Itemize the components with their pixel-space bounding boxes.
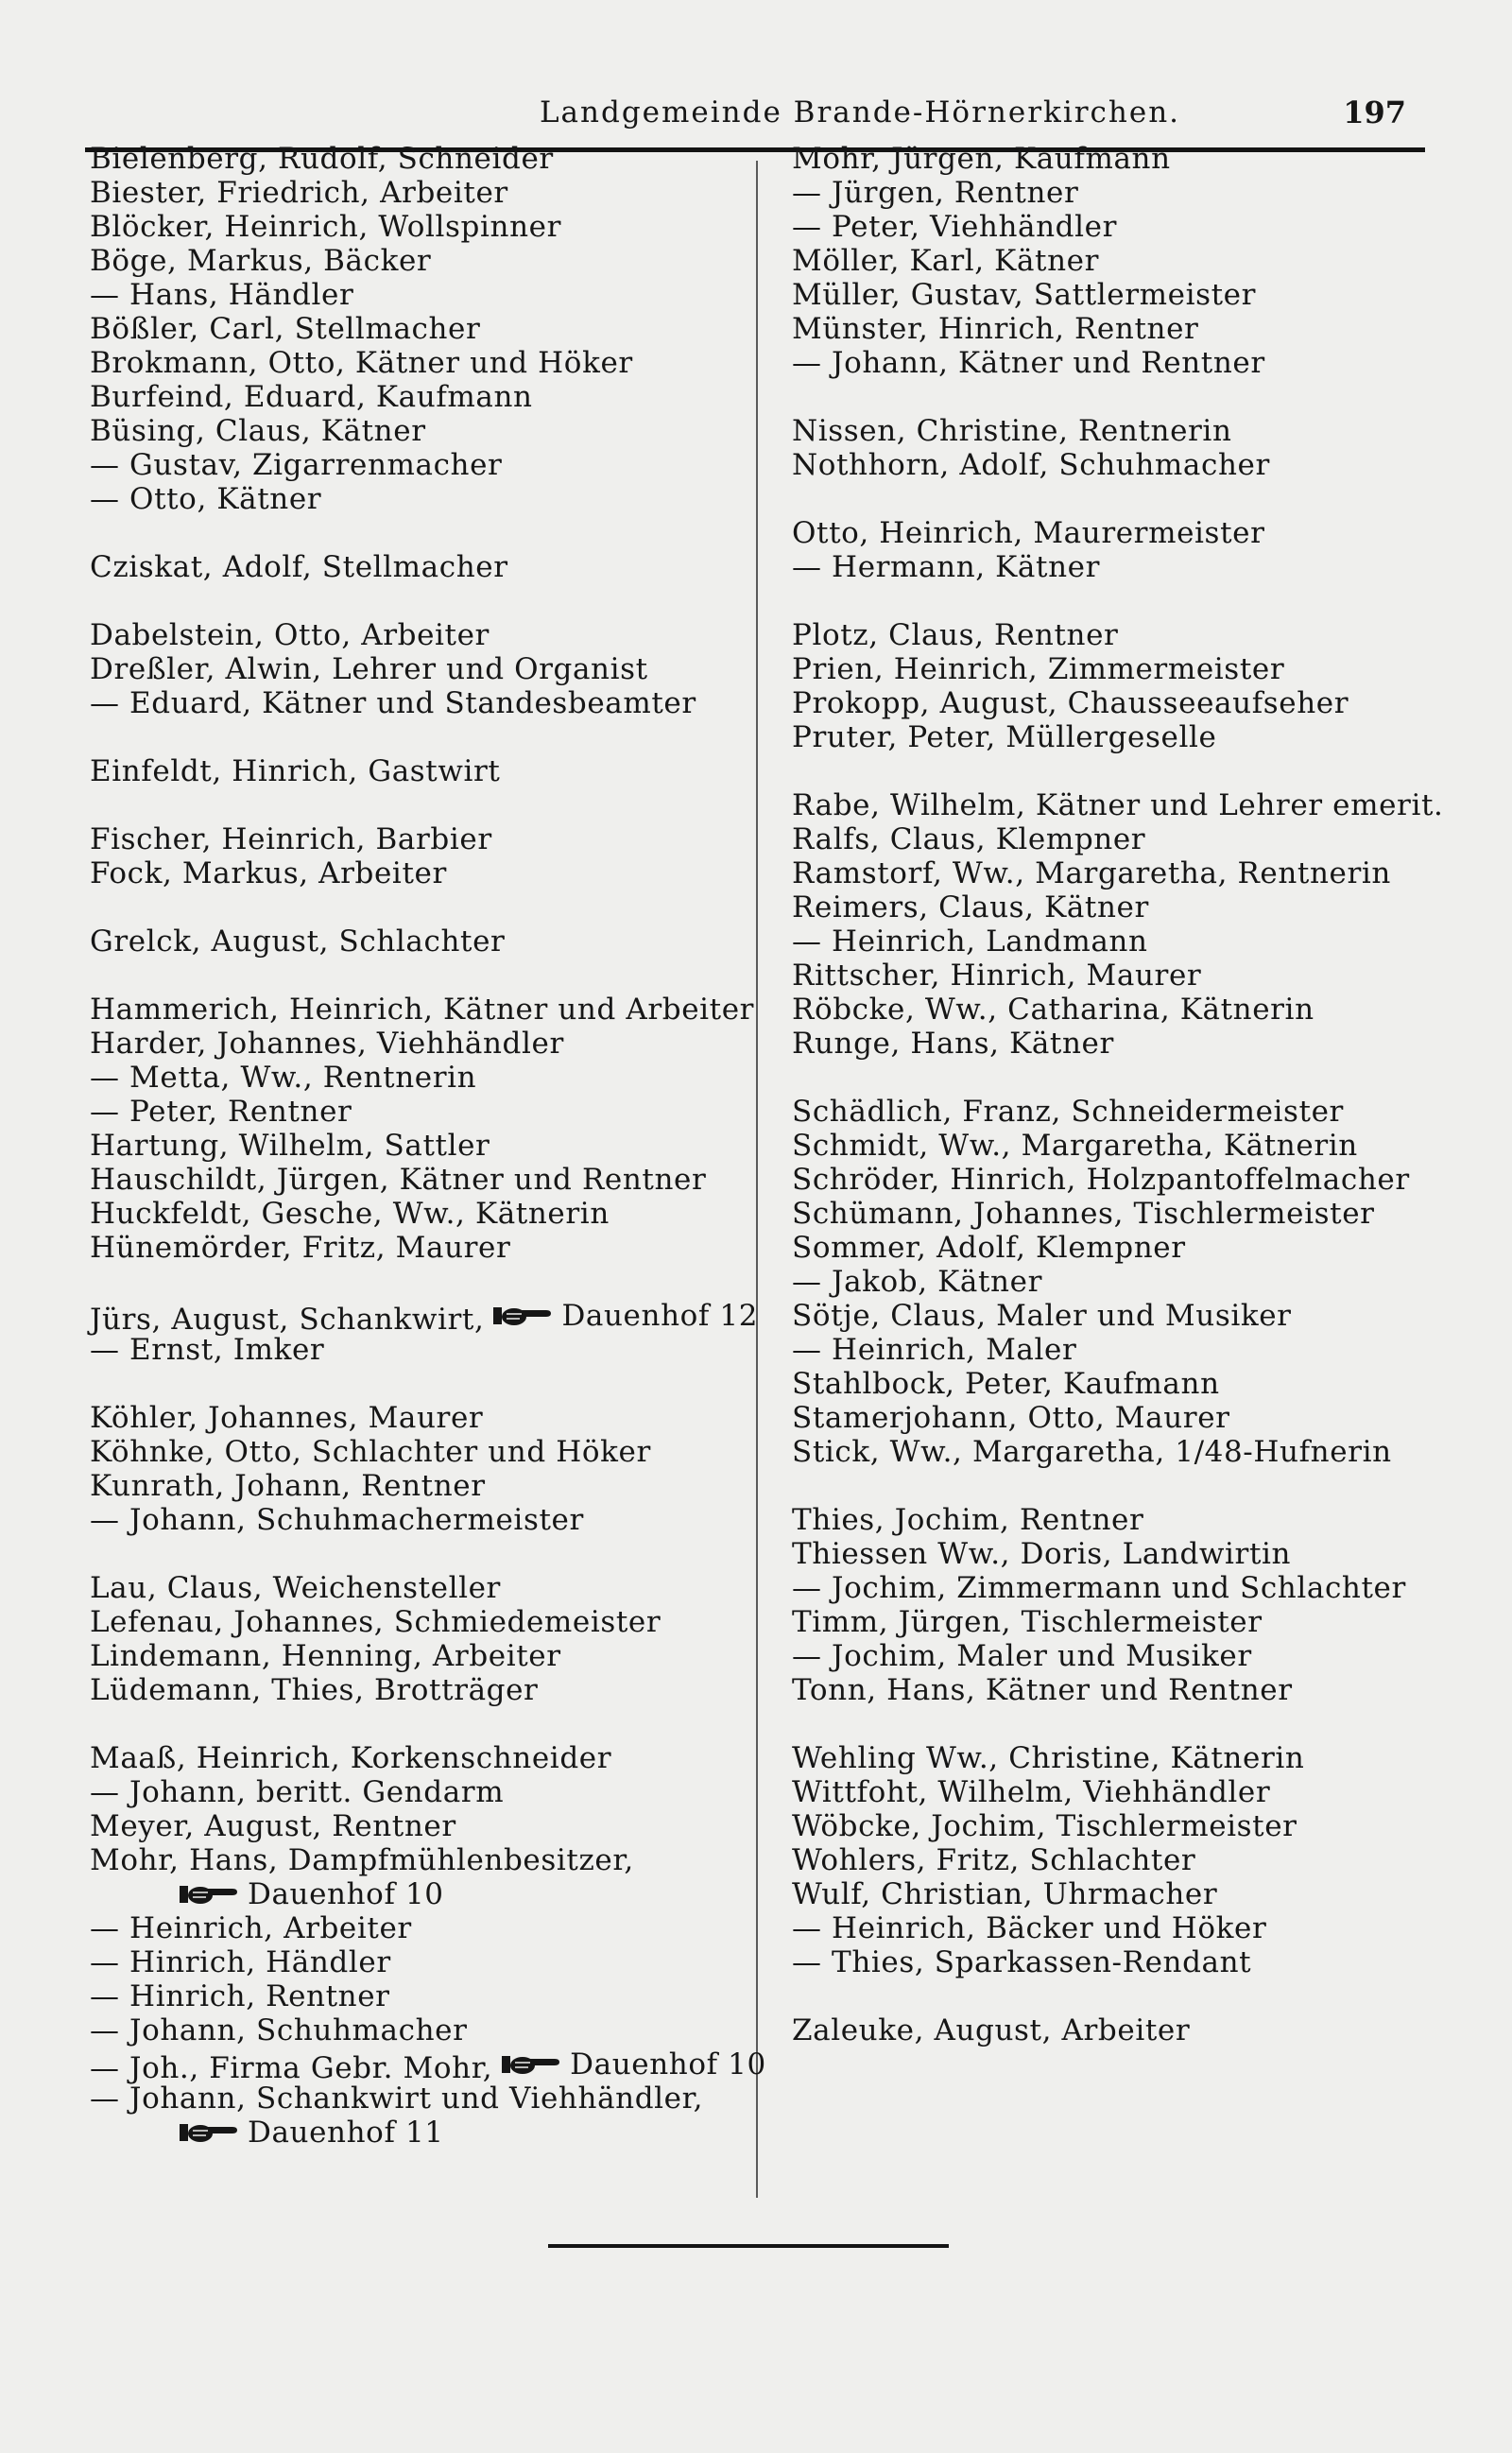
entry-text: — Jakob, Kätner — [792, 1265, 1042, 1299]
entry-text: Hammerich, Heinrich, Kätner und Arbeiter — [90, 993, 755, 1027]
letter-group — [792, 414, 1472, 482]
letter-group — [792, 788, 1472, 1061]
directory-entry — [792, 346, 1472, 380]
entry-text: — Heinrich, Landmann — [792, 924, 1148, 959]
directory-entry — [792, 1605, 1472, 1639]
directory-entry — [90, 1639, 770, 1673]
directory-entry — [90, 176, 770, 210]
directory-entry — [90, 1299, 770, 1337]
entry-text: Büsing, Claus, Kätner — [90, 414, 426, 448]
directory-entry — [792, 856, 1472, 890]
entry-text: Sommer, Adolf, Klempner — [792, 1231, 1186, 1265]
entry-text: — Peter, Viehhändler — [792, 210, 1117, 244]
directory-entry — [792, 1775, 1472, 1809]
entry-text: — Hermann, Kätner — [792, 550, 1100, 584]
entry-text: Ralfs, Claus, Klempner — [792, 822, 1146, 856]
directory-entry — [792, 720, 1472, 754]
entry-text: Reimers, Claus, Kätner — [792, 890, 1149, 924]
address-text: Dauenhof 12 — [561, 1299, 759, 1333]
entry-text: Hauschildt, Jürgen, Kätner und Rentner — [90, 1163, 707, 1197]
letter-group — [792, 1095, 1472, 1469]
entry-text: Dreßler, Alwin, Lehrer und Organist — [90, 652, 648, 686]
entry-text: — Johann, Schuhmachermeister — [90, 1503, 584, 1537]
directory-entry — [90, 1197, 770, 1231]
entry-text: Schädlich, Franz, Schneidermeister — [792, 1095, 1344, 1129]
entry-text: Lindemann, Henning, Arbeiter — [90, 1639, 561, 1673]
page-header — [85, 89, 1425, 136]
entry-text: Rittscher, Hinrich, Maurer — [792, 959, 1202, 993]
entry-text: Schümann, Johannes, Tischlermeister — [792, 1197, 1375, 1231]
page-number: 197 — [1343, 95, 1406, 130]
address-reference — [180, 1877, 444, 1911]
entry-text: Maaß, Heinrich, Korkenschneider — [90, 1741, 612, 1775]
directory-entry — [90, 482, 770, 516]
entry-text: — Heinrich, Bäcker und Höker — [792, 1911, 1267, 1945]
entry-text: Runge, Hans, Kätner — [792, 1027, 1114, 1061]
entry-text: Fischer, Heinrich, Barbier — [90, 822, 492, 856]
letter-group — [90, 822, 770, 890]
directory-entry — [90, 1809, 770, 1843]
directory-entry — [90, 244, 770, 278]
directory-entry — [792, 686, 1472, 720]
entry-text: Schmidt, Ww., Margaretha, Kätnerin — [792, 1129, 1358, 1163]
directory-entry — [792, 1741, 1472, 1775]
directory-entry — [90, 1401, 770, 1435]
directory-entry — [90, 754, 770, 788]
directory-entry — [90, 1911, 770, 1945]
directory-entry — [90, 686, 770, 720]
directory-entry — [792, 924, 1472, 959]
entry-text: Stamerjohann, Otto, Maurer — [792, 1401, 1230, 1435]
entry-text: Hartung, Wilhelm, Sattler — [90, 1129, 490, 1163]
letter-group — [90, 1401, 770, 1537]
pointing-hand-icon — [180, 2119, 240, 2146]
directory-entry — [792, 822, 1472, 856]
letter-group — [792, 1741, 1472, 1979]
entry-text: Plotz, Claus, Rentner — [792, 618, 1119, 652]
entry-text: — Hinrich, Händler — [90, 1945, 391, 1979]
address-text: Dauenhof 10 — [248, 1877, 444, 1911]
address-reference — [493, 1299, 758, 1333]
entry-text: — Jochim, Maler und Musiker — [792, 1639, 1252, 1673]
directory-entry — [90, 1231, 770, 1265]
entry-text: Müller, Gustav, Sattlermeister — [792, 278, 1257, 312]
entry-text: Timm, Jürgen, Tischlermeister — [792, 1605, 1263, 1639]
directory-entry — [90, 924, 770, 959]
entry-text: Lefenau, Johannes, Schmiedemeister — [90, 1605, 662, 1639]
entry-text: — Joh., Firma Gebr. Mohr, — [90, 2051, 493, 2085]
directory-entry — [90, 1163, 770, 1197]
directory-entry — [90, 1843, 770, 1877]
directory-entry — [90, 550, 770, 584]
entry-text: Dabelstein, Otto, Arbeiter — [90, 618, 490, 652]
entry-text: Lüdemann, Thies, Brotträger — [90, 1673, 539, 1707]
entry-text: Wulf, Christian, Uhrmacher — [792, 1877, 1218, 1911]
directory-entry — [792, 1503, 1472, 1537]
entry-text: Harder, Johannes, Viehhändler — [90, 1027, 564, 1061]
directory-entry — [90, 1605, 770, 1639]
address-reference — [180, 2116, 444, 2150]
entry-text: Röbcke, Ww., Catharina, Kätnerin — [792, 993, 1314, 1027]
entry-text: Köhnke, Otto, Schlachter und Höker — [90, 1435, 651, 1469]
letter-group — [90, 550, 770, 584]
directory-entry — [792, 1673, 1472, 1707]
entry-text: — Jürgen, Rentner — [792, 176, 1079, 210]
directory-entry — [90, 2082, 770, 2116]
directory-entry — [90, 1673, 770, 1707]
entry-text: Burfeind, Eduard, Kaufmann — [90, 380, 533, 414]
directory-entry — [792, 1027, 1472, 1061]
entry-text: Thiessen Ww., Doris, Landwirtin — [792, 1537, 1292, 1571]
directory-entry — [792, 142, 1472, 176]
directory-entry — [792, 1911, 1472, 1945]
entry-text: Biester, Friedrich, Arbeiter — [90, 176, 508, 210]
entry-text: — Thies, Sparkassen-Rendant — [792, 1945, 1252, 1979]
directory-entry — [90, 2047, 770, 2085]
letter-group — [90, 754, 770, 788]
directory-entry — [90, 346, 770, 380]
entry-text: Stahlbock, Peter, Kaufmann — [792, 1367, 1220, 1401]
directory-entry — [792, 1129, 1472, 1163]
entry-text: Cziskat, Adolf, Stellmacher — [90, 550, 508, 584]
entry-text: Huckfeldt, Gesche, Ww., Kätnerin — [90, 1197, 610, 1231]
directory-entry — [792, 244, 1472, 278]
directory-entry — [90, 2013, 770, 2047]
directory-entry — [90, 1469, 770, 1503]
directory-entry — [90, 448, 770, 482]
entry-text: Prokopp, August, Chausseeaufseher — [792, 686, 1349, 720]
entry-text: Kunrath, Johann, Rentner — [90, 1469, 486, 1503]
directory-entry — [792, 1095, 1472, 1129]
directory-entry — [90, 1095, 770, 1129]
directory-entry — [90, 822, 770, 856]
letter-group — [90, 1299, 770, 1367]
directory-entry — [792, 1537, 1472, 1571]
entry-text: Tonn, Hans, Kätner und Rentner — [792, 1673, 1293, 1707]
entry-text: Mohr, Hans, Dampfmühlenbesitzer, — [90, 1843, 634, 1877]
entry-text: — Jochim, Zimmermann und Schlachter — [792, 1571, 1406, 1605]
entry-text: — Metta, Ww., Rentnerin — [90, 1061, 477, 1095]
letter-group — [90, 1571, 770, 1707]
directory-entry — [90, 1571, 770, 1605]
entry-text: Fock, Markus, Arbeiter — [90, 856, 447, 890]
letter-group — [792, 2013, 1472, 2047]
directory-entry — [792, 448, 1472, 482]
entry-text: — Peter, Rentner — [90, 1095, 352, 1129]
directory-entry — [90, 1061, 770, 1095]
entry-text: Wohlers, Fritz, Schlachter — [792, 1843, 1196, 1877]
pointing-hand-icon — [493, 1303, 554, 1329]
directory-entry — [792, 1571, 1472, 1605]
entry-text: Thies, Jochim, Rentner — [792, 1503, 1144, 1537]
entry-text: — Johann, Schankwirt und Viehhändler, — [90, 2082, 704, 2116]
entry-text: Jürs, August, Schankwirt, — [90, 1303, 485, 1337]
entry-text: Hünemörder, Fritz, Maurer — [90, 1231, 511, 1265]
letter-group — [90, 993, 770, 1265]
directory-entry — [792, 1367, 1472, 1401]
directory-entry — [90, 993, 770, 1027]
entry-text: — Hinrich, Rentner — [90, 1979, 390, 2013]
directory-entry — [90, 618, 770, 652]
directory-entry — [792, 959, 1472, 993]
directory-entry — [792, 414, 1472, 448]
directory-entry — [90, 1129, 770, 1163]
right-column — [792, 142, 1472, 2047]
directory-entry — [792, 278, 1472, 312]
directory-entry — [90, 142, 770, 176]
entry-text: Ramstorf, Ww., Margaretha, Rentnerin — [792, 856, 1392, 890]
directory-entry — [90, 856, 770, 890]
directory-entry — [792, 788, 1472, 822]
directory-entry — [90, 1435, 770, 1469]
directory-entry — [792, 1843, 1472, 1877]
letter-group — [90, 1741, 770, 2150]
entry-text: — Hans, Händler — [90, 278, 354, 312]
letter-group — [792, 1503, 1472, 1707]
directory-entry — [90, 380, 770, 414]
entry-text: — Johann, Schuhmacher — [90, 2013, 468, 2047]
directory-entry — [792, 1809, 1472, 1843]
directory-entry — [792, 1299, 1472, 1333]
directory-entry — [90, 2116, 770, 2150]
directory-entry — [792, 210, 1472, 244]
entry-text: — Ernst, Imker — [90, 1333, 325, 1367]
running-head: Landgemeinde Brande-Hörnerkirchen. — [539, 95, 1181, 130]
pointing-hand-icon — [502, 2051, 562, 2078]
entry-text: Schröder, Hinrich, Holzpantoffelmacher — [792, 1163, 1410, 1197]
entry-text: Münster, Hinrich, Rentner — [792, 312, 1199, 346]
directory-entry — [792, 1163, 1472, 1197]
directory-entry — [90, 1979, 770, 2013]
directory-entry — [792, 1333, 1472, 1367]
directory-entry — [792, 1639, 1472, 1673]
address-reference — [502, 2047, 766, 2082]
letter-group — [90, 142, 770, 516]
letter-group — [792, 142, 1472, 380]
directory-entry — [90, 1945, 770, 1979]
entry-text: Brokmann, Otto, Kätner und Höker — [90, 346, 633, 380]
letter-group — [792, 618, 1472, 754]
directory-entry — [792, 1265, 1472, 1299]
directory-entry — [90, 1741, 770, 1775]
entry-text: Pruter, Peter, Müllergeselle — [792, 720, 1217, 754]
entry-text: Otto, Heinrich, Maurermeister — [792, 516, 1265, 550]
letter-group — [792, 516, 1472, 584]
directory-entry — [90, 1877, 770, 1911]
directory-entry — [90, 1333, 770, 1367]
directory-entry — [792, 312, 1472, 346]
entry-text: — Johann, Kätner und Rentner — [792, 346, 1265, 380]
directory-entry — [90, 210, 770, 244]
directory-entry — [792, 1435, 1472, 1469]
entry-text: Bößler, Carl, Stellmacher — [90, 312, 481, 346]
pointing-hand-icon — [180, 1881, 240, 1908]
entry-text: Prien, Heinrich, Zimmermeister — [792, 652, 1285, 686]
directory-entry — [792, 1197, 1472, 1231]
entry-text: — Otto, Kätner — [90, 482, 322, 516]
entry-text: Mohr, Jürgen, Kaufmann — [792, 142, 1171, 176]
entry-text: — Heinrich, Maler — [792, 1333, 1077, 1367]
directory-entry — [792, 993, 1472, 1027]
directory-entry — [792, 1877, 1472, 1911]
entry-text: Grelck, August, Schlachter — [90, 924, 506, 959]
entry-text: Stick, Ww., Margaretha, 1/48-Hufnerin — [792, 1435, 1392, 1469]
directory-entry — [90, 414, 770, 448]
directory-entry — [90, 1503, 770, 1537]
entry-text: Einfeldt, Hinrich, Gastwirt — [90, 754, 501, 788]
entry-text: Bielenberg, Rudolf, Schneider — [90, 142, 554, 176]
directory-entry — [792, 516, 1472, 550]
directory-entry — [792, 176, 1472, 210]
entry-text: — Johann, beritt. Gendarm — [90, 1775, 505, 1809]
entry-text: Meyer, August, Rentner — [90, 1809, 456, 1843]
letter-group — [90, 924, 770, 959]
entry-text: Köhler, Johannes, Maurer — [90, 1401, 484, 1435]
left-column — [90, 142, 770, 2150]
directory-entry — [90, 1775, 770, 1809]
entry-text: — Eduard, Kätner und Standesbeamter — [90, 686, 696, 720]
directory-entry — [90, 652, 770, 686]
directory-entry — [792, 652, 1472, 686]
entry-text: Nissen, Christine, Rentnerin — [792, 414, 1232, 448]
entry-text: Wittfoht, Wilhelm, Viehhändler — [792, 1775, 1271, 1809]
entry-text: Nothhorn, Adolf, Schuhmacher — [792, 448, 1270, 482]
entry-text: Lau, Claus, Weichensteller — [90, 1571, 501, 1605]
directory-entry — [792, 2013, 1472, 2047]
directory-entry — [792, 550, 1472, 584]
directory-entry — [90, 278, 770, 312]
entry-text: Möller, Karl, Kätner — [792, 244, 1100, 278]
address-text: Dauenhof 10 — [570, 2047, 766, 2082]
directory-entry — [792, 618, 1472, 652]
entry-text: — Gustav, Zigarrenmacher — [90, 448, 503, 482]
footer-rule — [548, 2244, 949, 2248]
directory-entry — [792, 1401, 1472, 1435]
entry-text: Wöbcke, Jochim, Tischlermeister — [792, 1809, 1297, 1843]
entry-text: Rabe, Wilhelm, Kätner und Lehrer emerit. — [792, 788, 1444, 822]
entry-text: — Heinrich, Arbeiter — [90, 1911, 412, 1945]
entry-text: Zaleuke, August, Arbeiter — [792, 2013, 1191, 2047]
address-text: Dauenhof 11 — [248, 2116, 444, 2150]
directory-entry — [792, 1945, 1472, 1979]
directory-entry — [90, 312, 770, 346]
entry-text: Sötje, Claus, Maler und Musiker — [792, 1299, 1292, 1333]
entry-text: Wehling Ww., Christine, Kätnerin — [792, 1741, 1305, 1775]
entry-text: Blöcker, Heinrich, Wollspinner — [90, 210, 562, 244]
letter-group — [90, 618, 770, 720]
directory-entry — [90, 1027, 770, 1061]
directory-entry — [792, 890, 1472, 924]
directory-entry — [792, 1231, 1472, 1265]
entry-text: Böge, Markus, Bäcker — [90, 244, 432, 278]
